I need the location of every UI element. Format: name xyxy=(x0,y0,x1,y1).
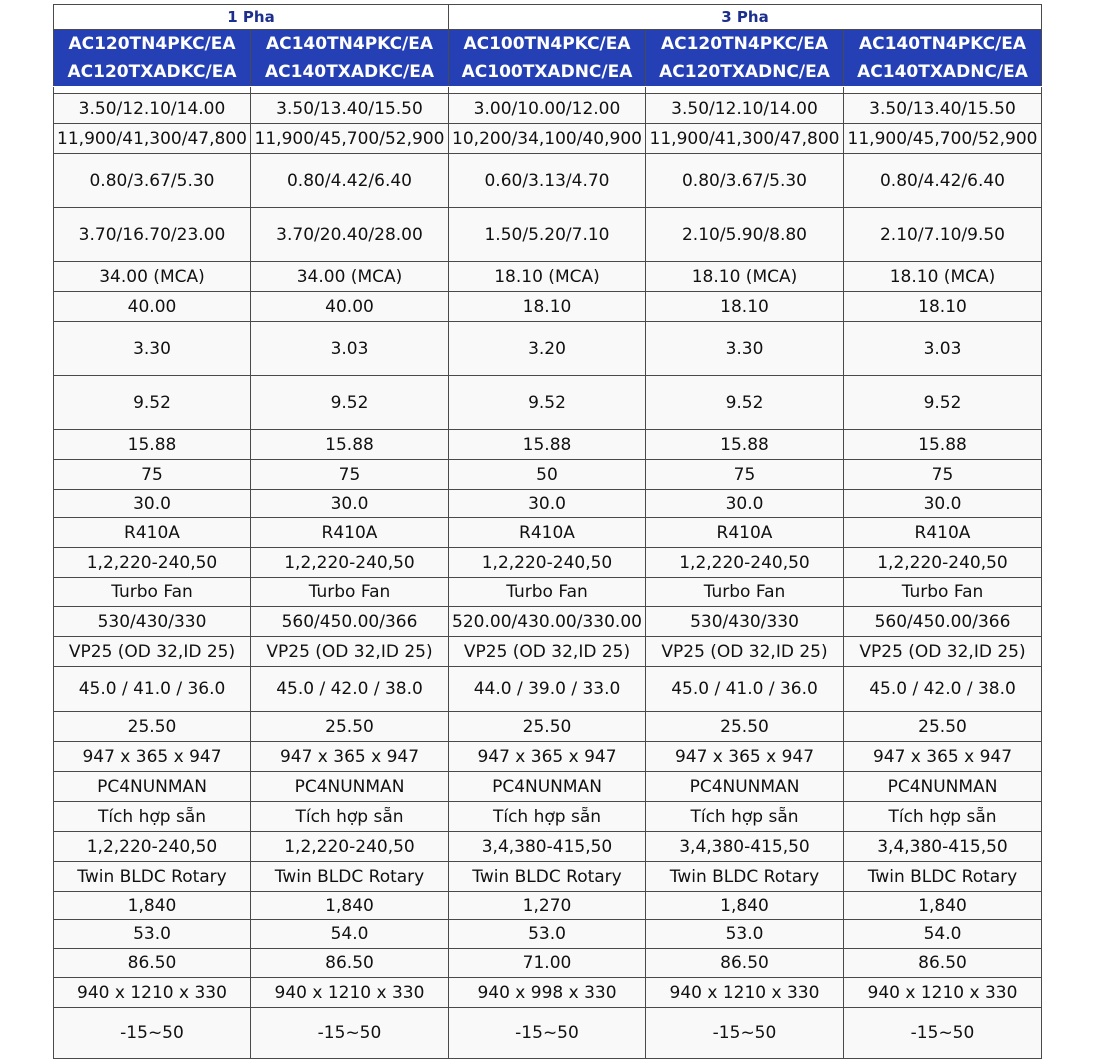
model-header-cell xyxy=(449,30,646,87)
spec-cell: R410A xyxy=(449,518,646,548)
spec-cell: 1,2,220-240,50 xyxy=(54,832,251,862)
spec-cell: Twin BLDC Rotary xyxy=(54,862,251,892)
spec-cell: 45.0 / 41.0 / 36.0 xyxy=(646,667,844,712)
model-header-cell xyxy=(646,30,844,87)
spec-cell: 3.50/13.40/15.50 xyxy=(844,94,1042,124)
spec-cell: 0.60/3.13/4.70 xyxy=(449,154,646,208)
spec-cell: 530/430/330 xyxy=(54,607,251,637)
spec-cell: PC4NUNMAN xyxy=(646,772,844,802)
model-name: AC120TN4PKC/EA xyxy=(660,34,829,54)
spec-cell: 3,4,380-415,50 xyxy=(646,832,844,862)
spec-cell: 9.52 xyxy=(54,376,251,430)
spec-cell: 940 x 1210 x 330 xyxy=(251,978,449,1008)
spec-cell: Tích hợp sẵn xyxy=(251,802,449,832)
spec-row xyxy=(54,154,1042,208)
spec-cell: Tích hợp sẵn xyxy=(844,802,1042,832)
spec-cell: 0.80/3.67/5.30 xyxy=(646,154,844,208)
spec-row xyxy=(54,322,1042,376)
spec-cell: 45.0 / 42.0 / 38.0 xyxy=(251,667,449,712)
spec-cell: 1,2,220-240,50 xyxy=(646,548,844,578)
spec-cell: 30.0 xyxy=(844,490,1042,518)
spec-cell: 1,840 xyxy=(844,892,1042,920)
spec-cell: 40.00 xyxy=(251,292,449,322)
spec-row xyxy=(54,460,1042,490)
spec-row xyxy=(54,208,1042,262)
spec-row xyxy=(54,1008,1042,1059)
spec-cell: PC4NUNMAN xyxy=(251,772,449,802)
spec-cell: 53.0 xyxy=(54,920,251,949)
spec-cell: 30.0 xyxy=(251,490,449,518)
spec-cell: R410A xyxy=(54,518,251,548)
model-header-cell xyxy=(54,30,251,87)
spec-cell: 9.52 xyxy=(251,376,449,430)
spec-cell: 25.50 xyxy=(54,712,251,742)
phase-group-header: 3 Pha xyxy=(449,5,1042,30)
spec-cell: 50 xyxy=(449,460,646,490)
spec-cell: 30.0 xyxy=(646,490,844,518)
spec-cell: 75 xyxy=(646,460,844,490)
spec-cell: 2.10/5.90/8.80 xyxy=(646,208,844,262)
spec-cell: 86.50 xyxy=(251,949,449,978)
model-name: AC140TXADKC/EA xyxy=(265,62,434,82)
spec-cell: 75 xyxy=(251,460,449,490)
spec-cell: 30.0 xyxy=(449,490,646,518)
spec-cell: VP25 (OD 32,ID 25) xyxy=(251,637,449,667)
spec-cell: 560/450.00/366 xyxy=(844,607,1042,637)
spec-cell: VP25 (OD 32,ID 25) xyxy=(449,637,646,667)
spec-cell: 3.03 xyxy=(251,322,449,376)
spec-cell: 11,900/41,300/47,800 xyxy=(646,124,844,154)
spec-cell: PC4NUNMAN xyxy=(844,772,1042,802)
model-name: AC120TN4PKC/EA xyxy=(68,34,236,54)
spec-cell: 2.10/7.10/9.50 xyxy=(844,208,1042,262)
spec-cell: 53.0 xyxy=(646,920,844,949)
spec-cell: 30.0 xyxy=(54,490,251,518)
spec-cell: 18.10 xyxy=(449,292,646,322)
spec-cell: 9.52 xyxy=(844,376,1042,430)
spec-cell: 54.0 xyxy=(251,920,449,949)
spec-row xyxy=(54,892,1042,920)
spec-cell: 940 x 1210 x 330 xyxy=(54,978,251,1008)
spec-row xyxy=(54,518,1042,548)
model-header-row xyxy=(54,30,1042,87)
spacer-row xyxy=(54,87,1042,94)
spec-cell: 25.50 xyxy=(844,712,1042,742)
spec-cell: 54.0 xyxy=(844,920,1042,949)
spacer-cell xyxy=(449,87,646,94)
spec-cell: 25.50 xyxy=(251,712,449,742)
spec-cell: 15.88 xyxy=(646,430,844,460)
spec-cell: 530/430/330 xyxy=(646,607,844,637)
spec-cell: 0.80/3.67/5.30 xyxy=(54,154,251,208)
spec-cell: 520.00/430.00/330.00 xyxy=(449,607,646,637)
spec-cell: PC4NUNMAN xyxy=(449,772,646,802)
phase-group-header: 1 Pha xyxy=(54,5,449,30)
spec-row xyxy=(54,490,1042,518)
spec-row xyxy=(54,802,1042,832)
spec-cell: 1,840 xyxy=(251,892,449,920)
spec-cell: Tích hợp sẵn xyxy=(646,802,844,832)
spec-cell: 15.88 xyxy=(449,430,646,460)
spec-cell: 3.30 xyxy=(646,322,844,376)
spec-row xyxy=(54,742,1042,772)
spec-cell: 1,2,220-240,50 xyxy=(844,548,1042,578)
spec-cell: -15~50 xyxy=(646,1008,844,1059)
spec-cell: 18.10 (MCA) xyxy=(449,262,646,292)
spec-cell: 947 x 365 x 947 xyxy=(54,742,251,772)
spec-cell: 18.10 (MCA) xyxy=(646,262,844,292)
spacer-cell xyxy=(844,87,1042,94)
spec-row xyxy=(54,376,1042,430)
spec-cell: Turbo Fan xyxy=(449,578,646,607)
spec-cell: 3.50/12.10/14.00 xyxy=(54,94,251,124)
spec-row xyxy=(54,862,1042,892)
spec-cell: -15~50 xyxy=(54,1008,251,1059)
spec-cell: Twin BLDC Rotary xyxy=(449,862,646,892)
spec-cell: Twin BLDC Rotary xyxy=(646,862,844,892)
spec-cell: -15~50 xyxy=(844,1008,1042,1059)
spec-cell: Turbo Fan xyxy=(844,578,1042,607)
spec-table xyxy=(53,4,1042,1059)
spec-cell: R410A xyxy=(844,518,1042,548)
spec-cell: 15.88 xyxy=(54,430,251,460)
spec-cell: 1.50/5.20/7.10 xyxy=(449,208,646,262)
spec-row xyxy=(54,262,1042,292)
spec-cell: Turbo Fan xyxy=(251,578,449,607)
spec-cell: 25.50 xyxy=(646,712,844,742)
spec-cell: R410A xyxy=(251,518,449,548)
spec-cell: 940 x 1210 x 330 xyxy=(844,978,1042,1008)
spec-cell: 3,4,380-415,50 xyxy=(844,832,1042,862)
spec-cell: 53.0 xyxy=(449,920,646,949)
spacer-cell xyxy=(646,87,844,94)
model-header-cell xyxy=(251,30,449,87)
spec-cell: Tích hợp sẵn xyxy=(54,802,251,832)
spec-row xyxy=(54,667,1042,712)
spec-cell: 18.10 xyxy=(844,292,1042,322)
spec-cell: 11,900/41,300/47,800 xyxy=(54,124,251,154)
phase-header-row xyxy=(54,5,1042,30)
spec-cell: -15~50 xyxy=(251,1008,449,1059)
spec-cell: 10,200/34,100/40,900 xyxy=(449,124,646,154)
spec-cell: 3.30 xyxy=(54,322,251,376)
model-header-cell xyxy=(844,30,1042,87)
spec-cell: 75 xyxy=(54,460,251,490)
spec-row xyxy=(54,430,1042,460)
spec-cell: 1,270 xyxy=(449,892,646,920)
model-name: AC140TXADNC/EA xyxy=(857,62,1028,82)
spec-cell: 1,840 xyxy=(646,892,844,920)
spec-cell: 3.03 xyxy=(844,322,1042,376)
model-name: AC120TXADKC/EA xyxy=(67,62,237,82)
spec-cell: -15~50 xyxy=(449,1008,646,1059)
spec-cell: 1,2,220-240,50 xyxy=(449,548,646,578)
model-name: AC140TN4PKC/EA xyxy=(858,34,1027,54)
spec-cell: 34.00 (MCA) xyxy=(251,262,449,292)
spec-cell: 86.50 xyxy=(646,949,844,978)
spec-cell: 9.52 xyxy=(449,376,646,430)
spec-cell: 75 xyxy=(844,460,1042,490)
spec-cell: 11,900/45,700/52,900 xyxy=(844,124,1042,154)
spec-cell: VP25 (OD 32,ID 25) xyxy=(54,637,251,667)
spec-cell: 18.10 (MCA) xyxy=(844,262,1042,292)
spec-cell: Tích hợp sẵn xyxy=(449,802,646,832)
spec-cell: 0.80/4.42/6.40 xyxy=(844,154,1042,208)
spec-cell: 15.88 xyxy=(251,430,449,460)
spec-cell: 86.50 xyxy=(54,949,251,978)
spec-cell: 15.88 xyxy=(844,430,1042,460)
model-name: AC120TXADNC/EA xyxy=(659,62,830,82)
spec-row xyxy=(54,124,1042,154)
spacer-cell xyxy=(54,87,251,94)
model-name: AC140TN4PKC/EA xyxy=(265,34,434,54)
spec-cell: 11,900/45,700/52,900 xyxy=(251,124,449,154)
model-name: AC100TN4PKC/EA xyxy=(463,34,631,54)
spec-cell: 1,2,220-240,50 xyxy=(251,832,449,862)
spec-cell: 71.00 xyxy=(449,949,646,978)
spec-cell: 86.50 xyxy=(844,949,1042,978)
spec-row xyxy=(54,772,1042,802)
model-name: AC100TXADNC/EA xyxy=(461,62,633,82)
spec-cell: 3.00/10.00/12.00 xyxy=(449,94,646,124)
spec-cell: VP25 (OD 32,ID 25) xyxy=(646,637,844,667)
spec-cell: 947 x 365 x 947 xyxy=(449,742,646,772)
spec-row xyxy=(54,920,1042,949)
spec-cell: Turbo Fan xyxy=(54,578,251,607)
spec-cell: 45.0 / 41.0 / 36.0 xyxy=(54,667,251,712)
spec-cell: Twin BLDC Rotary xyxy=(251,862,449,892)
spec-cell: 3.70/16.70/23.00 xyxy=(54,208,251,262)
spec-cell: 1,840 xyxy=(54,892,251,920)
spec-cell: 947 x 365 x 947 xyxy=(844,742,1042,772)
spec-row xyxy=(54,548,1042,578)
spec-cell: 1,2,220-240,50 xyxy=(251,548,449,578)
spec-cell: 3,4,380-415,50 xyxy=(449,832,646,862)
spec-row xyxy=(54,978,1042,1008)
spec-cell: Twin BLDC Rotary xyxy=(844,862,1042,892)
spec-cell: PC4NUNMAN xyxy=(54,772,251,802)
spec-row xyxy=(54,578,1042,607)
spec-cell: 3.50/13.40/15.50 xyxy=(251,94,449,124)
spec-row xyxy=(54,949,1042,978)
spec-cell: 1,2,220-240,50 xyxy=(54,548,251,578)
spec-cell: 9.52 xyxy=(646,376,844,430)
spec-cell: R410A xyxy=(646,518,844,548)
spec-cell: 0.80/4.42/6.40 xyxy=(251,154,449,208)
spec-cell: 44.0 / 39.0 / 33.0 xyxy=(449,667,646,712)
spec-cell: 947 x 365 x 947 xyxy=(646,742,844,772)
spec-cell: 940 x 1210 x 330 xyxy=(646,978,844,1008)
spec-cell: 3.70/20.40/28.00 xyxy=(251,208,449,262)
spec-row xyxy=(54,292,1042,322)
spec-row xyxy=(54,712,1042,742)
spec-row xyxy=(54,94,1042,124)
spec-cell: 947 x 365 x 947 xyxy=(251,742,449,772)
spec-cell: 940 x 998 x 330 xyxy=(449,978,646,1008)
spec-cell: 34.00 (MCA) xyxy=(54,262,251,292)
spec-cell: 3.20 xyxy=(449,322,646,376)
spec-cell: VP25 (OD 32,ID 25) xyxy=(844,637,1042,667)
spec-cell: Turbo Fan xyxy=(646,578,844,607)
spec-row xyxy=(54,832,1042,862)
spec-cell: 3.50/12.10/14.00 xyxy=(646,94,844,124)
spec-cell: 560/450.00/366 xyxy=(251,607,449,637)
spec-cell: 25.50 xyxy=(449,712,646,742)
spec-cell: 40.00 xyxy=(54,292,251,322)
spec-cell: 45.0 / 42.0 / 38.0 xyxy=(844,667,1042,712)
spacer-cell xyxy=(251,87,449,94)
spec-row xyxy=(54,607,1042,637)
spec-cell: 18.10 xyxy=(646,292,844,322)
spec-row xyxy=(54,637,1042,667)
